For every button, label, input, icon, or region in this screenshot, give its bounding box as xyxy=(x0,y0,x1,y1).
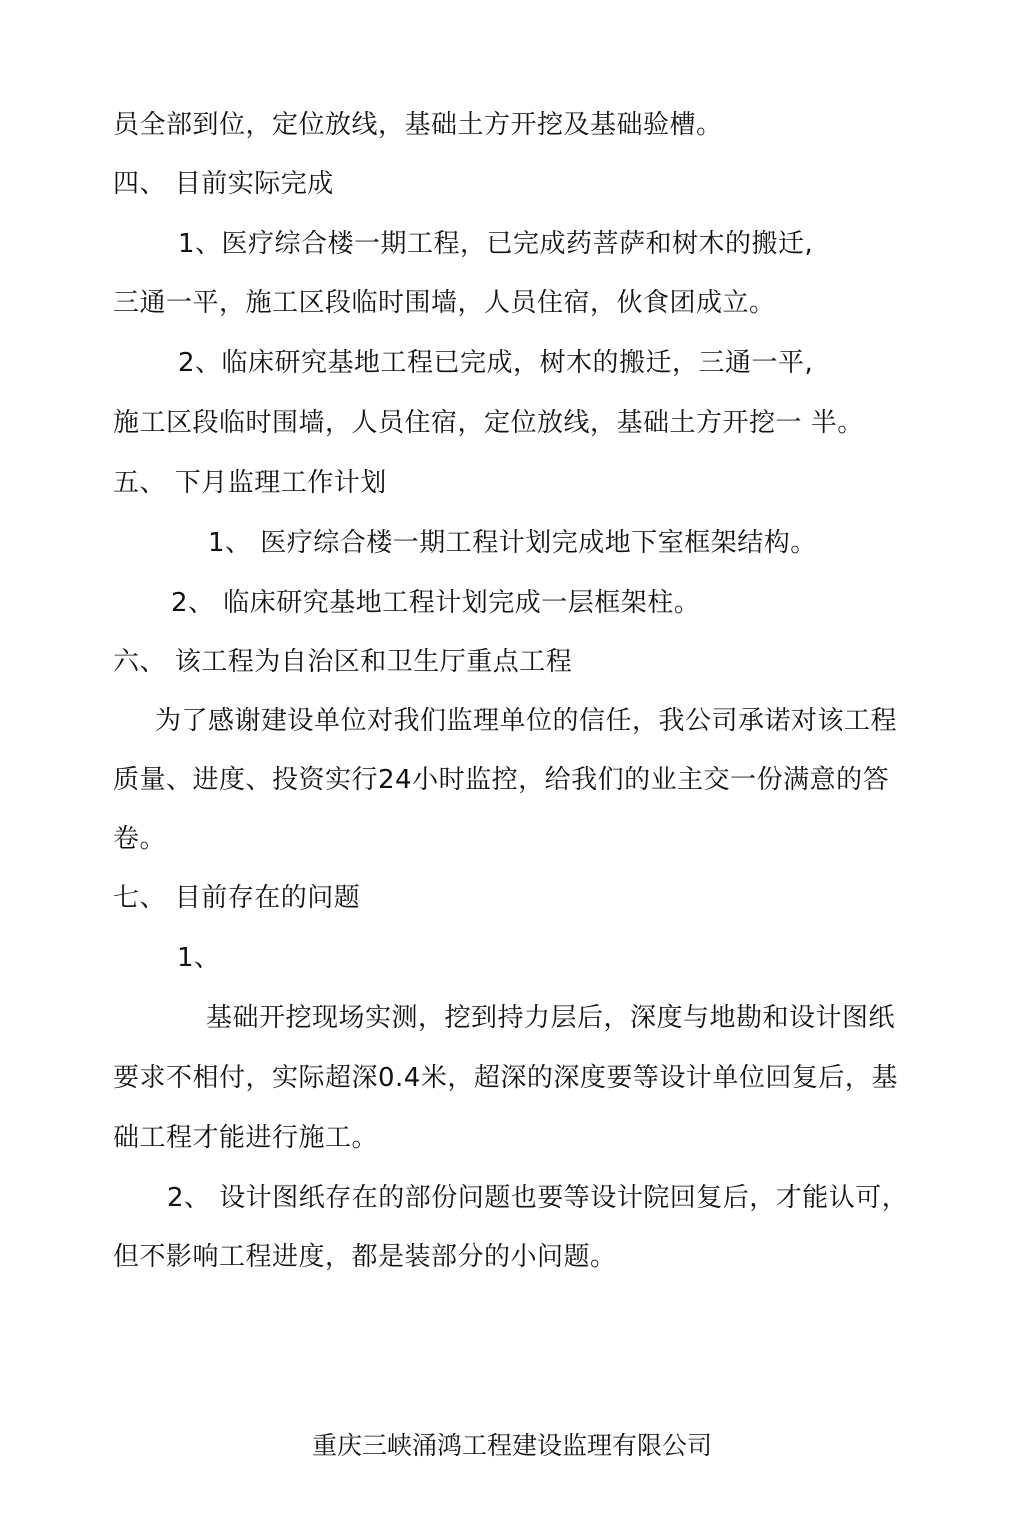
paragraph-line-7-1: 基础开挖现场实测，挖到持力层后，深度与地勘和设计图纸 xyxy=(206,1003,896,1033)
list-item-4-2: 2、临床研究基地工程已完成，树木的搬迁，三通一平, xyxy=(178,348,814,378)
paragraph-line-4-1-cont: 三通一平，施工区段临时围墙，人员住宿，伙食团成立。 xyxy=(113,288,776,318)
paragraph-line-4-2-cont: 施工区段临时围墙，人员住宿，定位放线，基础土方开挖一 半。 xyxy=(113,408,864,438)
paragraph-line-7-1-cont: 要求不相付，实际超深0.4米，超深的深度要等设计单位回复后，基 xyxy=(113,1063,898,1093)
list-item-7-1-number: 1、 xyxy=(177,943,221,973)
paragraph-line-6-2: 质量、进度、投资实行24小时监控，给我们的业主交一份满意的答 xyxy=(113,765,890,795)
paragraph-line-7-1-end: 础工程才能进行施工。 xyxy=(113,1123,379,1153)
section-heading-5: 五、 下月监理工作计划 xyxy=(113,468,387,498)
paragraph-line-7-2-cont: 但不影响工程进度，都是装部分的小问题。 xyxy=(113,1242,617,1272)
section-heading-4: 四、 目前实际完成 xyxy=(113,169,334,199)
company-footer: 重庆三峡涌鸿工程建设监理有限公司 xyxy=(311,1431,712,1460)
section-heading-7: 七、 目前存在的问题 xyxy=(113,883,361,913)
list-item-4-1: 1、医疗综合楼一期工程，已完成药菩萨和树木的搬迁, xyxy=(178,229,814,259)
paragraph-line-6-3: 卷。 xyxy=(113,824,167,854)
list-item-5-1: 1、 医疗综合楼一期工程计划完成地下室框架结构。 xyxy=(208,528,817,558)
paragraph-line-1: 员全部到位，定位放线，基础土方开挖及基础验槽。 xyxy=(113,110,723,140)
section-heading-6: 六、 该工程为自治区和卫生厅重点工程 xyxy=(113,647,573,677)
list-item-5-2: 2、 临床研究基地工程计划完成一层框架柱。 xyxy=(171,588,701,618)
list-item-7-2: 2、 设计图纸存在的部份问题也要等设计院回复后，才能认可， xyxy=(167,1183,909,1213)
paragraph-line-6-1: 为了感谢建设单位对我们监理单位的信任，我公司承诺对该工程 xyxy=(155,706,898,736)
